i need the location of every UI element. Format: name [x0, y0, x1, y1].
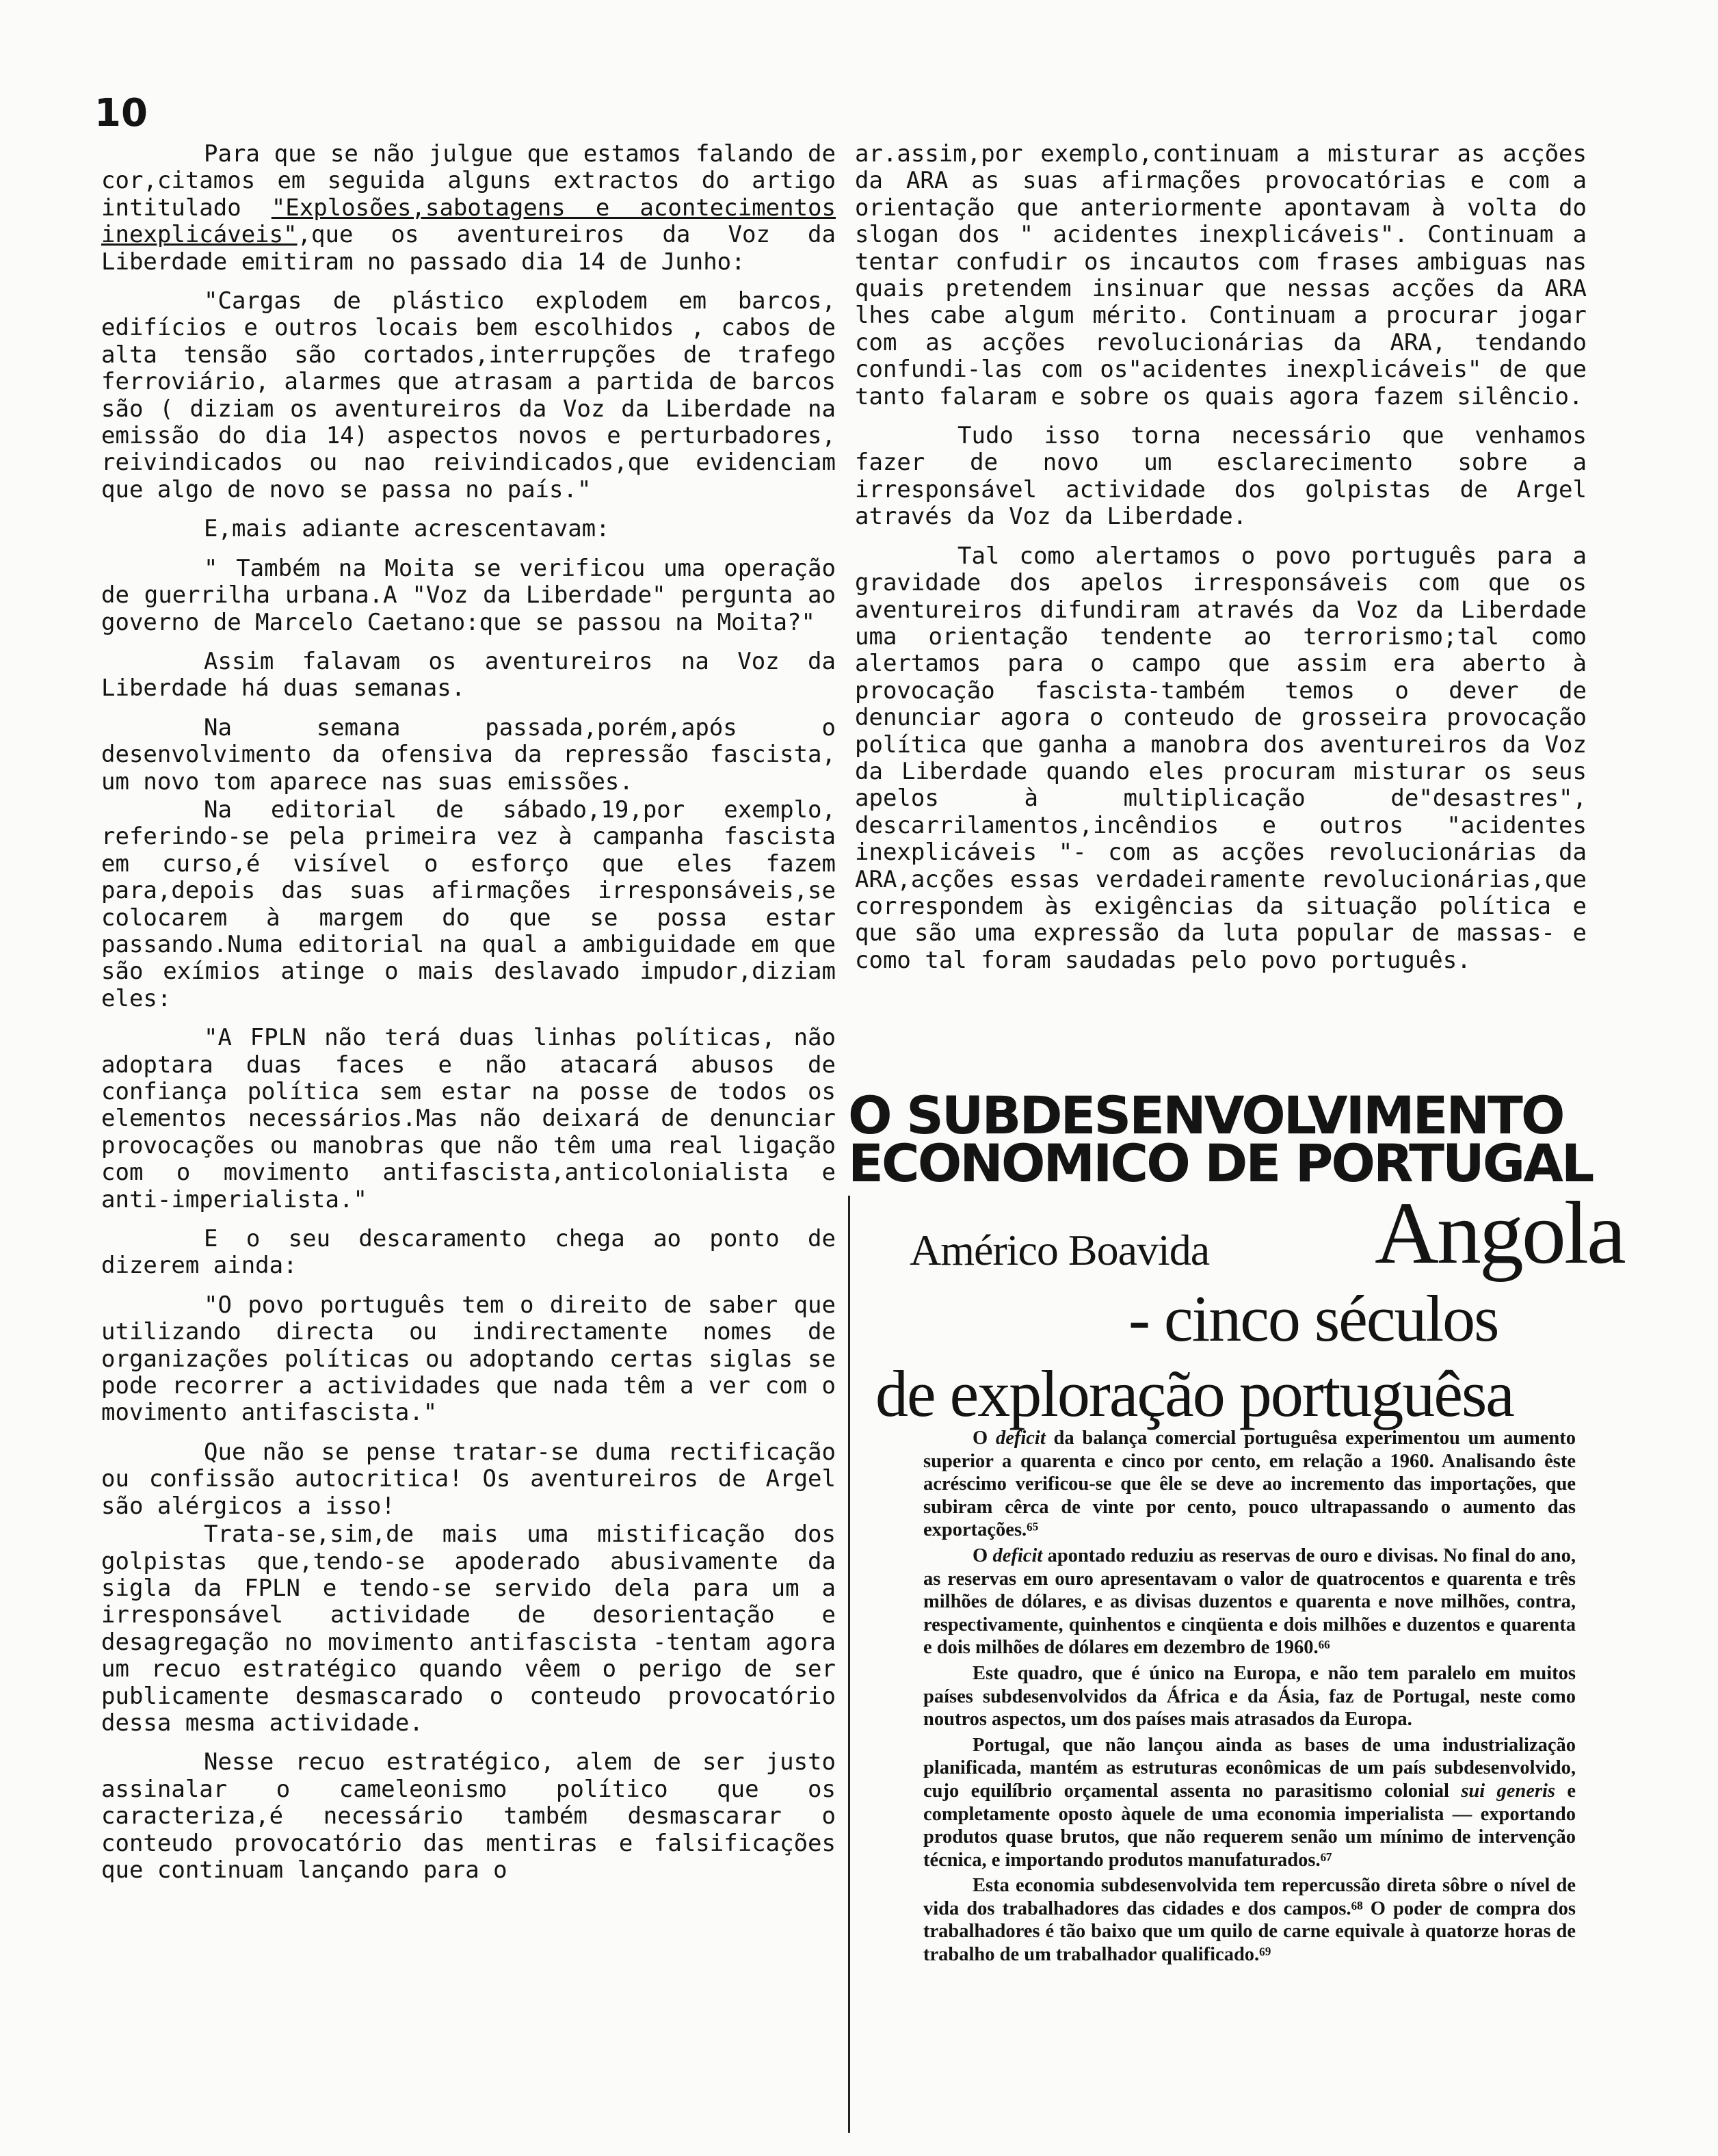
excerpt-text: O [973, 1428, 996, 1449]
excerpt-paragraph [923, 1544, 1576, 1659]
excerpt-paragraph [923, 1662, 1576, 1731]
column-divider [848, 1196, 850, 2133]
paragraph: E o seu descaramento chega ao ponto de dizerem ainda: [101, 1225, 836, 1280]
quote-paragraph: " Também na Moita se verificou uma operação de guerrilha urbana.A "Voz da Liberdade" pergunta ao governo de Marcelo Caetano:que se passou na Moita?" [101, 554, 836, 636]
headline-line-1: O SUBDESENVOLVIMENTO [848, 1085, 1563, 1146]
book-title-line-1: Angola [1375, 1184, 1624, 1283]
excerpt-text: e completamente oposto àquele de uma economia imperialista — exportando produtos quase brutos, que não requerem senão um mínimo de intervenção técnica, e importando produtos manufaturados.⁶⁷ [923, 1780, 1576, 1871]
excerpt-text: Este quadro, que é único na Europa, e não tem paralelo em muitos países subdesenvolvidos da África e da Ásia, faz de Portugal, neste como noutros aspectos, um dos países mais atrasados da Europa. [923, 1662, 1576, 1731]
quote-paragraph: "O povo português tem o direito de saber que utilizando directa ou indirectamente nomes de organizações políticas ou adoptando certas siglas se pode recorrer a actividades que nada têm a ver com o movimento antifascista." [101, 1291, 836, 1427]
headline [848, 1085, 1641, 1194]
quote-paragraph: "A FPLN não terá duas linhas políticas, não adoptara duas faces e não atacará abusos de confiança política sem estar na posse de todos os elementos necessários.Mas não deixará de denunciar provocações ou manobras que não têm uma real ligação com o movimento antifascista,anticolonialista e anti-imperialista." [101, 1024, 836, 1213]
excerpt-paragraph [923, 1427, 1576, 1542]
book-title-line-3: de exploração portuguêsa [875, 1357, 1514, 1430]
paragraph: Assim falavam os aventureiros na Voz da Liberdade há duas semanas. [101, 647, 836, 702]
article-title-underlined: "Explosões,sabotagens e acontecimentos inexplicáveis" [101, 194, 836, 249]
paragraph-intro [101, 141, 836, 276]
headline-line-2: ECONOMICO DE PORTUGAL [848, 1133, 1593, 1194]
excerpt-italic: sui generis [1461, 1780, 1556, 1802]
excerpt-text: da balança comercial portuguêsa experimentou um aumento superior a quarenta e cinco por cento, em relação a 1960. Analisando êste acréscimo verificou-se que êle se deve ao incremento das importações, que subiram cêrca de vinte por cento, pouco ultrapassando o aumento das exportações.⁶⁵ [923, 1428, 1576, 1541]
excerpt-paragraph [923, 1874, 1576, 1966]
excerpt-text: apontado reduziu as reservas de ouro e divisas. No final do ano, as reservas em ouro apresentavam o valor de quatrocentos e quarenta e três milhões de dólares, e as divisas duzentos e quarenta e nove milhões, contra, respectivamente, quinhentos e cinqüenta e dois milhões e duzentos e quarenta e dois milhões de dólares em dezembro de 1960.⁶⁶ [923, 1544, 1576, 1659]
book-excerpt [923, 1427, 1576, 1969]
paragraph-continued: ar.assim,por exemplo,continuam a misturar as acções da ARA as suas afirmações provocatórias e com a orientação que anteriormente apontavam à volta do slogan dos " acidentes inexplicáveis". Continuam a tentar confudir os incautos com frases ambiguas nas quais pretendem insinuar que nessas acções da ARA lhes cabe algum mérito. Continuam a procurar jogar com as acções revolucionárias da ARA, tendando confundi-las com os"acidentes inexplicáveis" de que tanto falaram e sobre os quais agora fazem silêncio. [855, 140, 1587, 410]
excerpt-text: Esta economia subdesenvolvida tem repercussão direta sôbre o nível de vida dos trabalhadores das cidades e dos campos.⁶⁸ O poder de compra dos trabalhadores é tão baixo que um quilo de carne equivale à quatorze horas de trabalho de um trabalhador qualificado.⁶⁹ [923, 1875, 1576, 1966]
paragraph: Tal como alertamos o povo português para a gravidade dos apelos irresponsáveis com que os aventureiros difundiram através da Voz da Liberdade uma orientação tendente ao terrorismo;tal como alertamos para o campo que assim era aberto à provocação fascista-também temos o dever de denunciar agora o conteudo de grosseira provocação política que ganha a manobra dos aventureiros da Voz da Liberdade quando eles procuram misturar os seus apelos à multiplicação de"desastres", descarrilamentos,incêndios e outros "acidentes inexplicáveis "- com as acções revolucionárias da ARA,acções essas verdadeiramente revolucionárias,que correspondem às exigências da situação política e que são uma expressão da luta popular de massas- e como tal foram saudadas pelo povo português. [855, 542, 1587, 974]
paragraph-text: Para que se não julgue que estamos falando de cor,citamos em seguida alguns extractos do artigo intitulado [101, 140, 836, 222]
paragraph: Na editorial de sábado,19,por exemplo, referindo-se pela primeira vez à campanha fascista em curso,é visível o esforço que eles fazem para,depois das suas afirmações irresponsáveis,se colocarem à margem do que se possa estar passando.Numa editorial na qual a ambiguidade em que são exímios atinge o mais deslavado impudor,diziam eles: [101, 796, 836, 1012]
book-title-line-2: - cinco séculos [1128, 1282, 1498, 1355]
excerpt-text: O [973, 1544, 993, 1566]
book-author: Américo Boavida [910, 1226, 1210, 1274]
paragraph: E,mais adiante acrescentavam: [204, 515, 610, 543]
right-column-top [855, 141, 1587, 986]
paragraph: Que não se pense tratar-se duma rectificação ou confissão autocritica! Os aventureiros de Argel são alérgicos a isso! [101, 1438, 836, 1520]
excerpt-paragraph [923, 1734, 1576, 1872]
quote-paragraph: "Cargas de plástico explodem em barcos, edifícios e outros locais bem escolhidos , cabos de alta tensão são cortados,interrupções de trafego ferroviário, alarmes que atrasam a partida de barcos são ( diziam os aventureiros da Voz da Liberdade na emissão do dia 14) aspectos novos e perturbadores, reivindicados ou nao reivindicados,que evidenciam que algo de novo se passa no país." [101, 287, 836, 503]
excerpt-italic: deficit [992, 1544, 1043, 1566]
paragraph: Tudo isso torna necessário que venhamos fazer de novo um esclarecimento sobre a irresponsável actividade dos golpistas de Argel através da Voz da Liberdade. [855, 422, 1587, 531]
paragraph-text: ,que os aventureiros da Voz da Liberdade emitiram no passado dia 14 de Junho: [101, 221, 836, 276]
page-number: 10 [94, 91, 148, 135]
paragraph: Trata-se,sim,de mais uma mistificação dos golpistas que,tendo-se apoderado abusivamente da sigla da FPLN e tendo-se servido dela para um a irresponsável actividade de desorientação e desagregação no movimento antifascista -tentam agora um recuo estratégico quando vêem o perigo de ser publicamente desmascarado o conteudo provocatório dessa mesma actividade. [101, 1521, 836, 1737]
excerpt-italic: deficit [995, 1428, 1046, 1449]
paragraph: Na semana passada,porém,após o desenvolvimento da ofensiva da repressão fascista, um novo tom aparece nas suas emissões. [101, 713, 836, 796]
left-column [101, 141, 836, 1896]
excerpt-text: Portugal, que não lançou ainda as bases de uma industrialização planificada, mantém as estruturas econômicas de um país subdesenvolvido, cujo equilíbrio orçamental assenta no parasitismo colonial [923, 1734, 1576, 1802]
paragraph: Nesse recuo estratégico, alem de ser justo assinalar o cameleonismo político que os caracteriza,é necessário também desmascarar o conteudo provocatório das mentiras e falsificações que continuam lançando para o [101, 1748, 836, 1884]
